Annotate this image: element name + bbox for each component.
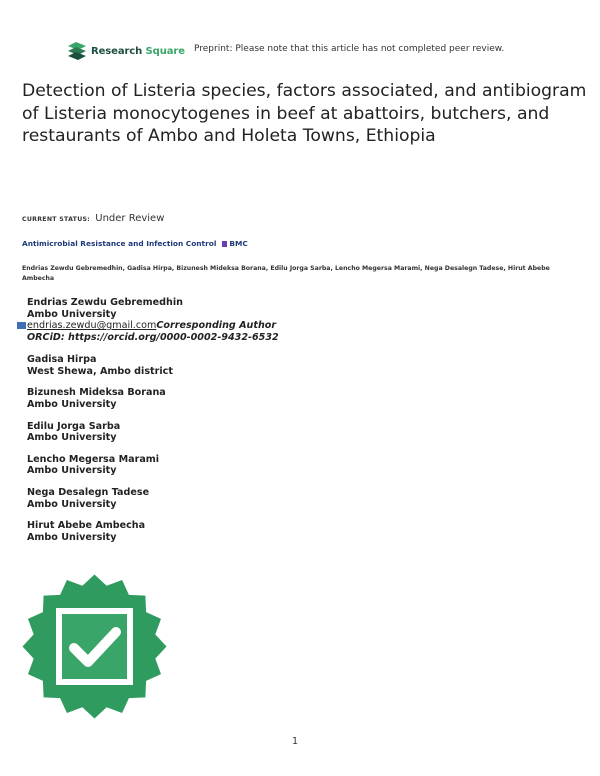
author-name: Gadisa Hirpa bbox=[27, 354, 97, 366]
current-status bbox=[22, 213, 164, 224]
author-affiliation: Ambo University bbox=[27, 465, 117, 477]
author-list: Endrias Zewdu Gebremedhin, Gadisa Hirpa, Bizunesh Mideksa Borana, Edilu Jorga Sarba, Lencho Megersa Marami, Nega Desalegn Tadese, Hirut Abebe Ambecha bbox=[22, 265, 550, 282]
author-details bbox=[27, 297, 279, 553]
author-name: Bizunesh Mideksa Borana bbox=[27, 387, 166, 399]
header bbox=[66, 40, 600, 62]
author-affiliation: Ambo University bbox=[27, 308, 117, 320]
publisher-name: BMC bbox=[229, 239, 248, 248]
author-entry bbox=[27, 454, 279, 477]
logo-word-research: Research bbox=[91, 45, 143, 57]
author-name: Endrias Zewdu Gebremedhin bbox=[27, 297, 183, 308]
article-title: Detection of Listeria species, factors associated, and antibiogram of Listeria monocytogenes in beef at abattoirs, butchers, and restaurants of Ambo and Holeta Towns, Ethiopia bbox=[22, 81, 587, 146]
preprint-note: Preprint: Please note that this article has not completed peer review. bbox=[194, 44, 505, 54]
page-number: 1 bbox=[292, 736, 299, 747]
author-affiliation: Ambo University bbox=[27, 398, 117, 410]
logo-word-square: Square bbox=[142, 45, 185, 57]
bmc-icon bbox=[222, 241, 227, 247]
author-entry bbox=[27, 354, 279, 377]
status-value: Under Review bbox=[95, 213, 165, 224]
author-entry bbox=[27, 487, 279, 510]
orcid-link[interactable]: ORCiD: https://orcid.org/0000-0002-9432-6532 bbox=[27, 332, 279, 344]
author-entry bbox=[27, 421, 279, 444]
research-square-logo-icon bbox=[66, 40, 88, 62]
author-affiliation: Ambo University bbox=[27, 432, 117, 444]
journal-name[interactable]: Antimicrobial Resistance and Infection Control bbox=[22, 239, 217, 248]
author-name: Hirut Abebe Ambecha bbox=[27, 520, 146, 532]
author-name: Edilu Jorga Sarba bbox=[27, 420, 121, 432]
author-name: Nega Desalegn Tadese bbox=[27, 486, 150, 498]
author-affiliation: West Shewa, Ambo district bbox=[27, 365, 173, 377]
email-link[interactable]: endrias.zewdu@gmail.com bbox=[27, 320, 157, 332]
author-affiliation: Ambo University bbox=[27, 531, 117, 543]
author-name: Lencho Megersa Marami bbox=[27, 453, 160, 465]
author-entry bbox=[27, 297, 279, 344]
author-entry bbox=[27, 520, 279, 543]
corresponding-author-label: Corresponding Author bbox=[156, 320, 277, 332]
under-review-checkmark-badge-icon bbox=[22, 574, 167, 719]
logo-text bbox=[91, 46, 185, 57]
research-square-logo[interactable] bbox=[66, 40, 185, 62]
author-entry bbox=[27, 387, 279, 410]
journal-line bbox=[22, 239, 248, 248]
email-icon bbox=[17, 322, 26, 329]
author-affiliation: Ambo University bbox=[27, 498, 117, 510]
status-label: CURRENT STATUS: bbox=[22, 216, 91, 223]
corresponding-contact bbox=[27, 320, 279, 332]
